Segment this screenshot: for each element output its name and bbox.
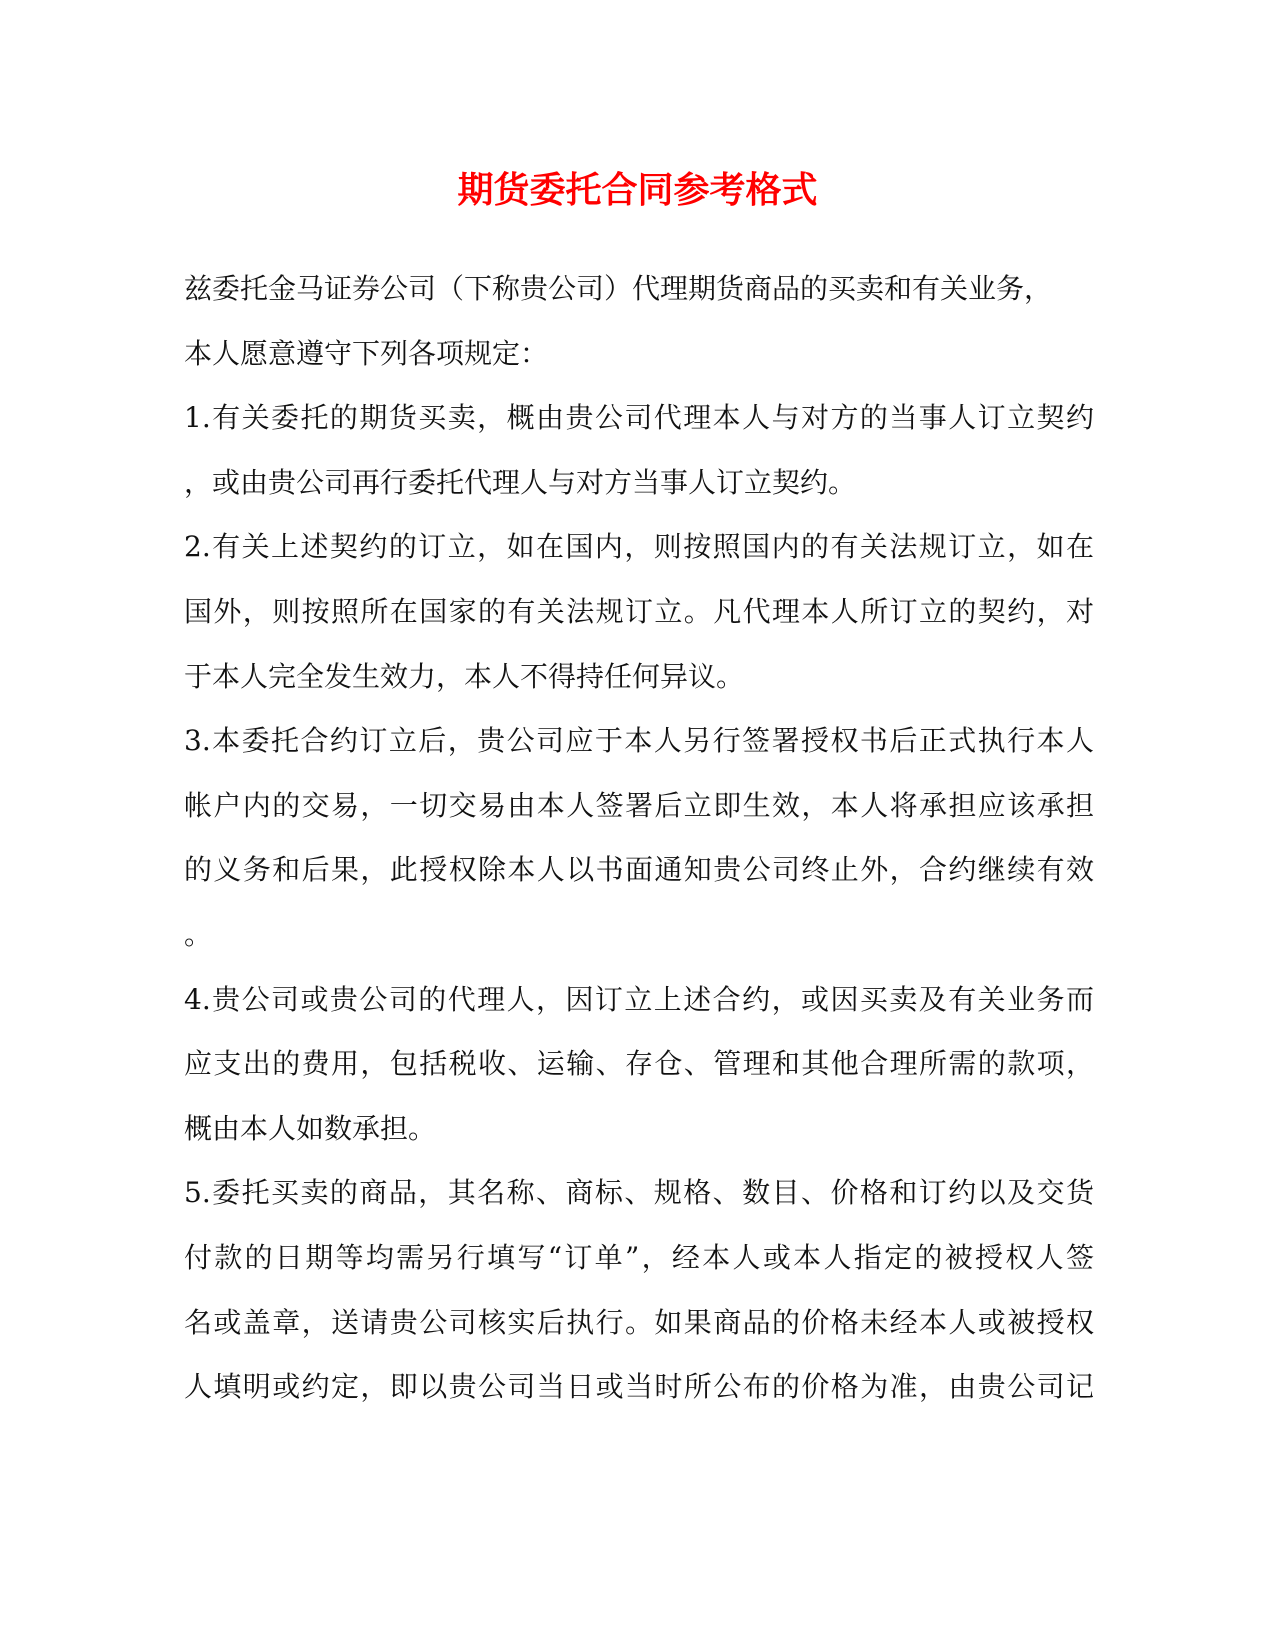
body-line: 名或盖章，送请贵公司核实后执行。如果商品的价格未经本人或被授权: [184, 1305, 1094, 1339]
document-title: 期货委托合同参考格式: [457, 169, 818, 211]
body-line: 1.有关委托的期货买卖，概由贵公司代理本人与对方的当事人订立契约: [184, 401, 1094, 435]
body-line: 的义务和后果，此授权除本人以书面通知贵公司终止外，合约继续有效: [184, 853, 1094, 887]
body-line: 兹委托金马证券公司（下称贵公司）代理期货商品的买卖和有关业务，: [184, 272, 1053, 305]
body-line: 本人愿意遵守下列各项规定：: [184, 336, 549, 370]
body-line: 概由本人如数承担。: [184, 1111, 437, 1145]
body-line: 应支出的费用，包括税收、运输、存仓、管理和其他合理所需的款项，: [184, 1047, 1094, 1081]
body-line: 5.委托买卖的商品，其名称、商标、规格、数目、价格和订约以及交货: [184, 1176, 1094, 1210]
body-line: 帐户内的交易，一切交易由本人签署后立即生效，本人将承担应该承担: [184, 788, 1094, 822]
body-line: 于本人完全发生效力，本人不得持任何异议。: [184, 659, 745, 693]
document-body: [184, 257, 1094, 1420]
body-line: 付款的日期等均需另行填写“订单”，经本人或本人指定的被授权人签: [184, 1240, 1094, 1274]
body-line: 3.本委托合约订立后，贵公司应于本人另行签署授权书后正式执行本人: [184, 724, 1094, 758]
body-line: 国外，则按照所在国家的有关法规订立。凡代理本人所订立的契约，对: [184, 594, 1094, 628]
body-line: 2.有关上述契约的订立，如在国内，则按照国内的有关法规订立，如在: [184, 530, 1094, 564]
body-line: 。: [184, 917, 213, 951]
body-line: 4.贵公司或贵公司的代理人，因订立上述合约，或因买卖及有关业务而: [184, 982, 1094, 1016]
body-line: ，或由贵公司再行委托代理人与对方当事人订立契约。: [184, 465, 857, 499]
body-line: 人填明或约定，即以贵公司当日或当时所公布的价格为准，由贵公司记: [184, 1370, 1094, 1404]
